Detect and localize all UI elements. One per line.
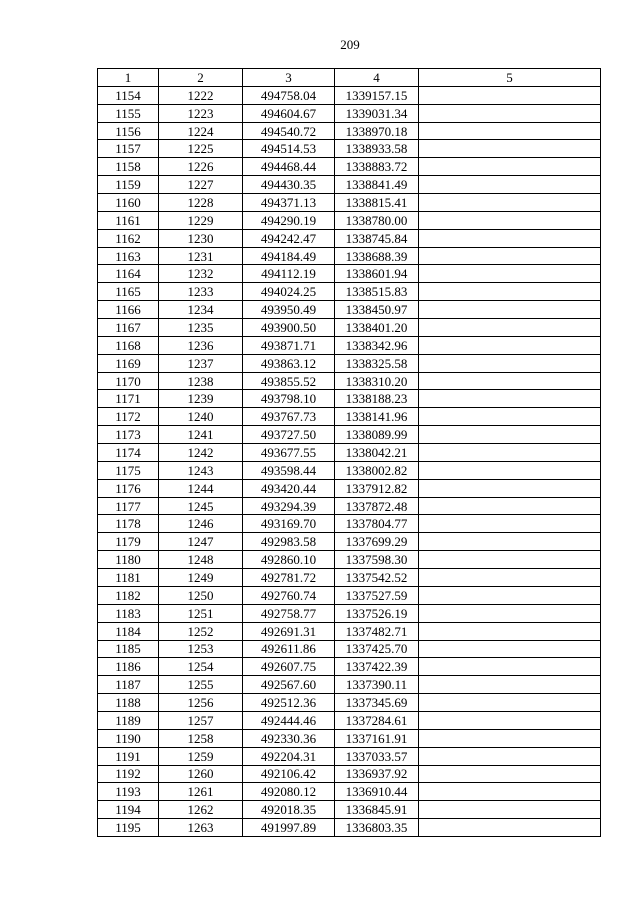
cell-point-number: 1246 <box>159 515 243 533</box>
cell-x-coordinate: 494514.53 <box>243 140 335 158</box>
cell-note <box>419 283 601 301</box>
table-row <box>98 801 601 819</box>
table-row <box>98 86 601 104</box>
cell-point-number: 1237 <box>159 354 243 372</box>
table-row <box>98 747 601 765</box>
cell-note <box>419 515 601 533</box>
cell-note <box>419 372 601 390</box>
cell-x-coordinate: 493871.71 <box>243 336 335 354</box>
cell-note <box>419 747 601 765</box>
cell-note <box>419 586 601 604</box>
table-row <box>98 676 601 694</box>
cell-y-coordinate: 1337390.11 <box>335 676 419 694</box>
column-header-4: 4 <box>335 69 419 87</box>
table-row <box>98 122 601 140</box>
cell-note <box>419 604 601 622</box>
table-row <box>98 551 601 569</box>
cell-note <box>419 86 601 104</box>
cell-x-coordinate: 492512.36 <box>243 694 335 712</box>
cell-note <box>419 783 601 801</box>
table-row <box>98 783 601 801</box>
cell-note <box>419 122 601 140</box>
cell-point-number: 1228 <box>159 194 243 212</box>
cell-row-number: 1163 <box>98 247 159 265</box>
cell-x-coordinate: 494371.13 <box>243 194 335 212</box>
cell-note <box>419 765 601 783</box>
cell-row-number: 1191 <box>98 747 159 765</box>
cell-row-number: 1183 <box>98 604 159 622</box>
cell-point-number: 1229 <box>159 211 243 229</box>
cell-x-coordinate: 492611.86 <box>243 640 335 658</box>
cell-y-coordinate: 1338780.00 <box>335 211 419 229</box>
cell-y-coordinate: 1338450.97 <box>335 301 419 319</box>
cell-note <box>419 819 601 837</box>
table-row <box>98 444 601 462</box>
table-row <box>98 819 601 837</box>
table-row <box>98 533 601 551</box>
cell-note <box>419 479 601 497</box>
table-row <box>98 319 601 337</box>
cell-row-number: 1158 <box>98 158 159 176</box>
cell-x-coordinate: 493598.44 <box>243 461 335 479</box>
cell-x-coordinate: 494758.04 <box>243 86 335 104</box>
cell-x-coordinate: 494290.19 <box>243 211 335 229</box>
cell-note <box>419 676 601 694</box>
cell-note <box>419 694 601 712</box>
cell-x-coordinate: 493727.50 <box>243 426 335 444</box>
cell-x-coordinate: 492567.60 <box>243 676 335 694</box>
page-number: 209 <box>340 37 360 52</box>
table-row <box>98 265 601 283</box>
cell-row-number: 1167 <box>98 319 159 337</box>
cell-y-coordinate: 1338325.58 <box>335 354 419 372</box>
table-row <box>98 354 601 372</box>
cell-row-number: 1160 <box>98 194 159 212</box>
cell-row-number: 1185 <box>98 640 159 658</box>
cell-x-coordinate: 492760.74 <box>243 586 335 604</box>
cell-y-coordinate: 1338401.20 <box>335 319 419 337</box>
cell-point-number: 1239 <box>159 390 243 408</box>
cell-note <box>419 426 601 444</box>
cell-point-number: 1256 <box>159 694 243 712</box>
cell-row-number: 1168 <box>98 336 159 354</box>
cell-point-number: 1222 <box>159 86 243 104</box>
cell-row-number: 1164 <box>98 265 159 283</box>
cell-y-coordinate: 1337422.39 <box>335 658 419 676</box>
cell-y-coordinate: 1337699.29 <box>335 533 419 551</box>
cell-row-number: 1184 <box>98 622 159 640</box>
cell-row-number: 1194 <box>98 801 159 819</box>
cell-point-number: 1235 <box>159 319 243 337</box>
cell-note <box>419 801 601 819</box>
cell-row-number: 1169 <box>98 354 159 372</box>
cell-note <box>419 176 601 194</box>
cell-note <box>419 640 601 658</box>
cell-point-number: 1236 <box>159 336 243 354</box>
cell-x-coordinate: 493767.73 <box>243 408 335 426</box>
cell-x-coordinate: 493677.55 <box>243 444 335 462</box>
table-row <box>98 176 601 194</box>
cell-point-number: 1245 <box>159 497 243 515</box>
table-row <box>98 390 601 408</box>
table-header-row <box>98 69 601 87</box>
cell-point-number: 1260 <box>159 765 243 783</box>
cell-y-coordinate: 1338141.96 <box>335 408 419 426</box>
cell-row-number: 1177 <box>98 497 159 515</box>
cell-point-number: 1249 <box>159 569 243 587</box>
cell-point-number: 1252 <box>159 622 243 640</box>
cell-point-number: 1232 <box>159 265 243 283</box>
table-row <box>98 658 601 676</box>
cell-y-coordinate: 1338515.83 <box>335 283 419 301</box>
cell-note <box>419 319 601 337</box>
cell-point-number: 1240 <box>159 408 243 426</box>
cell-x-coordinate: 494604.67 <box>243 104 335 122</box>
cell-y-coordinate: 1338342.96 <box>335 336 419 354</box>
cell-y-coordinate: 1337284.61 <box>335 711 419 729</box>
cell-row-number: 1176 <box>98 479 159 497</box>
cell-note <box>419 622 601 640</box>
table-row <box>98 569 601 587</box>
cell-point-number: 1233 <box>159 283 243 301</box>
cell-y-coordinate: 1337542.52 <box>335 569 419 587</box>
cell-y-coordinate: 1338970.18 <box>335 122 419 140</box>
table-row <box>98 765 601 783</box>
table-row <box>98 586 601 604</box>
table-row <box>98 301 601 319</box>
cell-y-coordinate: 1337033.57 <box>335 747 419 765</box>
cell-point-number: 1250 <box>159 586 243 604</box>
table-row <box>98 515 601 533</box>
cell-point-number: 1251 <box>159 604 243 622</box>
cell-row-number: 1193 <box>98 783 159 801</box>
cell-note <box>419 265 601 283</box>
cell-point-number: 1244 <box>159 479 243 497</box>
cell-x-coordinate: 493900.50 <box>243 319 335 337</box>
cell-row-number: 1190 <box>98 729 159 747</box>
cell-x-coordinate: 492444.46 <box>243 711 335 729</box>
cell-x-coordinate: 493420.44 <box>243 479 335 497</box>
cell-y-coordinate: 1338601.94 <box>335 265 419 283</box>
table-row <box>98 408 601 426</box>
cell-x-coordinate: 492018.35 <box>243 801 335 819</box>
cell-row-number: 1174 <box>98 444 159 462</box>
table-row <box>98 283 601 301</box>
table-row <box>98 729 601 747</box>
cell-point-number: 1262 <box>159 801 243 819</box>
cell-row-number: 1195 <box>98 819 159 837</box>
cell-point-number: 1259 <box>159 747 243 765</box>
cell-row-number: 1186 <box>98 658 159 676</box>
cell-x-coordinate: 494184.49 <box>243 247 335 265</box>
cell-x-coordinate: 492204.31 <box>243 747 335 765</box>
cell-row-number: 1192 <box>98 765 159 783</box>
cell-y-coordinate: 1338002.82 <box>335 461 419 479</box>
cell-row-number: 1180 <box>98 551 159 569</box>
cell-y-coordinate: 1337161.91 <box>335 729 419 747</box>
table-row <box>98 604 601 622</box>
cell-note <box>419 461 601 479</box>
table-row <box>98 711 601 729</box>
cell-point-number: 1223 <box>159 104 243 122</box>
table-row <box>98 497 601 515</box>
cell-note <box>419 444 601 462</box>
cell-x-coordinate: 492983.58 <box>243 533 335 551</box>
cell-y-coordinate: 1337912.82 <box>335 479 419 497</box>
cell-point-number: 1230 <box>159 229 243 247</box>
cell-x-coordinate: 493863.12 <box>243 354 335 372</box>
table-row <box>98 479 601 497</box>
cell-note <box>419 229 601 247</box>
cell-point-number: 1227 <box>159 176 243 194</box>
table-row <box>98 694 601 712</box>
cell-row-number: 1157 <box>98 140 159 158</box>
table-row <box>98 140 601 158</box>
table-row <box>98 211 601 229</box>
cell-point-number: 1248 <box>159 551 243 569</box>
cell-x-coordinate: 492330.36 <box>243 729 335 747</box>
cell-y-coordinate: 1339157.15 <box>335 86 419 104</box>
cell-point-number: 1255 <box>159 676 243 694</box>
cell-note <box>419 533 601 551</box>
cell-y-coordinate: 1338841.49 <box>335 176 419 194</box>
cell-y-coordinate: 1338815.41 <box>335 194 419 212</box>
cell-note <box>419 104 601 122</box>
cell-note <box>419 336 601 354</box>
cell-x-coordinate: 494430.35 <box>243 176 335 194</box>
cell-row-number: 1182 <box>98 586 159 604</box>
cell-point-number: 1234 <box>159 301 243 319</box>
cell-note <box>419 569 601 587</box>
cell-y-coordinate: 1337526.19 <box>335 604 419 622</box>
cell-note <box>419 354 601 372</box>
cell-row-number: 1166 <box>98 301 159 319</box>
table-row <box>98 640 601 658</box>
cell-x-coordinate: 493855.52 <box>243 372 335 390</box>
cell-note <box>419 711 601 729</box>
cell-row-number: 1187 <box>98 676 159 694</box>
table-row <box>98 426 601 444</box>
cell-point-number: 1258 <box>159 729 243 747</box>
cell-x-coordinate: 494112.19 <box>243 265 335 283</box>
cell-note <box>419 158 601 176</box>
cell-point-number: 1225 <box>159 140 243 158</box>
cell-note <box>419 247 601 265</box>
table-row <box>98 372 601 390</box>
column-header-3: 3 <box>243 69 335 87</box>
cell-point-number: 1226 <box>159 158 243 176</box>
cell-y-coordinate: 1337425.70 <box>335 640 419 658</box>
cell-row-number: 1155 <box>98 104 159 122</box>
cell-point-number: 1263 <box>159 819 243 837</box>
cell-note <box>419 729 601 747</box>
cell-y-coordinate: 1336910.44 <box>335 783 419 801</box>
table-row <box>98 247 601 265</box>
cell-point-number: 1243 <box>159 461 243 479</box>
cell-row-number: 1175 <box>98 461 159 479</box>
cell-point-number: 1241 <box>159 426 243 444</box>
cell-row-number: 1171 <box>98 390 159 408</box>
cell-x-coordinate: 493294.39 <box>243 497 335 515</box>
cell-y-coordinate: 1337598.30 <box>335 551 419 569</box>
cell-row-number: 1159 <box>98 176 159 194</box>
cell-y-coordinate: 1338933.58 <box>335 140 419 158</box>
cell-point-number: 1242 <box>159 444 243 462</box>
cell-y-coordinate: 1338310.20 <box>335 372 419 390</box>
table-row <box>98 158 601 176</box>
cell-x-coordinate: 493169.70 <box>243 515 335 533</box>
cell-y-coordinate: 1338188.23 <box>335 390 419 408</box>
cell-x-coordinate: 494468.44 <box>243 158 335 176</box>
table-row <box>98 194 601 212</box>
cell-x-coordinate: 492860.10 <box>243 551 335 569</box>
cell-y-coordinate: 1337804.77 <box>335 515 419 533</box>
cell-y-coordinate: 1337482.71 <box>335 622 419 640</box>
cell-note <box>419 497 601 515</box>
cell-y-coordinate: 1336845.91 <box>335 801 419 819</box>
cell-point-number: 1238 <box>159 372 243 390</box>
cell-row-number: 1179 <box>98 533 159 551</box>
cell-y-coordinate: 1338089.99 <box>335 426 419 444</box>
cell-y-coordinate: 1338883.72 <box>335 158 419 176</box>
cell-note <box>419 140 601 158</box>
cell-point-number: 1253 <box>159 640 243 658</box>
cell-y-coordinate: 1336803.35 <box>335 819 419 837</box>
table-row <box>98 229 601 247</box>
cell-x-coordinate: 494540.72 <box>243 122 335 140</box>
cell-x-coordinate: 492607.75 <box>243 658 335 676</box>
cell-x-coordinate: 492691.31 <box>243 622 335 640</box>
cell-note <box>419 211 601 229</box>
cell-row-number: 1178 <box>98 515 159 533</box>
cell-y-coordinate: 1338745.84 <box>335 229 419 247</box>
cell-y-coordinate: 1337345.69 <box>335 694 419 712</box>
cell-x-coordinate: 492106.42 <box>243 765 335 783</box>
column-header-5: 5 <box>419 69 601 87</box>
cell-x-coordinate: 492781.72 <box>243 569 335 587</box>
cell-row-number: 1181 <box>98 569 159 587</box>
cell-note <box>419 551 601 569</box>
cell-row-number: 1170 <box>98 372 159 390</box>
cell-row-number: 1165 <box>98 283 159 301</box>
cell-point-number: 1224 <box>159 122 243 140</box>
cell-x-coordinate: 492080.12 <box>243 783 335 801</box>
coordinates-table <box>97 68 601 837</box>
cell-y-coordinate: 1337527.59 <box>335 586 419 604</box>
cell-note <box>419 301 601 319</box>
cell-y-coordinate: 1337872.48 <box>335 497 419 515</box>
cell-y-coordinate: 1338042.21 <box>335 444 419 462</box>
cell-note <box>419 194 601 212</box>
table-row <box>98 336 601 354</box>
table-body <box>98 86 601 836</box>
cell-row-number: 1162 <box>98 229 159 247</box>
cell-point-number: 1257 <box>159 711 243 729</box>
cell-y-coordinate: 1336937.92 <box>335 765 419 783</box>
table-row <box>98 622 601 640</box>
cell-row-number: 1161 <box>98 211 159 229</box>
cell-y-coordinate: 1339031.34 <box>335 104 419 122</box>
cell-note <box>419 658 601 676</box>
cell-row-number: 1172 <box>98 408 159 426</box>
cell-row-number: 1154 <box>98 86 159 104</box>
cell-row-number: 1189 <box>98 711 159 729</box>
cell-row-number: 1173 <box>98 426 159 444</box>
table-row <box>98 461 601 479</box>
cell-point-number: 1261 <box>159 783 243 801</box>
cell-x-coordinate: 494242.47 <box>243 229 335 247</box>
cell-x-coordinate: 494024.25 <box>243 283 335 301</box>
cell-x-coordinate: 493798.10 <box>243 390 335 408</box>
table-row <box>98 104 601 122</box>
cell-y-coordinate: 1338688.39 <box>335 247 419 265</box>
cell-x-coordinate: 493950.49 <box>243 301 335 319</box>
cell-row-number: 1156 <box>98 122 159 140</box>
cell-row-number: 1188 <box>98 694 159 712</box>
cell-point-number: 1254 <box>159 658 243 676</box>
cell-x-coordinate: 491997.89 <box>243 819 335 837</box>
cell-x-coordinate: 492758.77 <box>243 604 335 622</box>
column-header-1: 1 <box>98 69 159 87</box>
column-header-2: 2 <box>159 69 243 87</box>
cell-point-number: 1247 <box>159 533 243 551</box>
cell-note <box>419 390 601 408</box>
cell-point-number: 1231 <box>159 247 243 265</box>
cell-note <box>419 408 601 426</box>
